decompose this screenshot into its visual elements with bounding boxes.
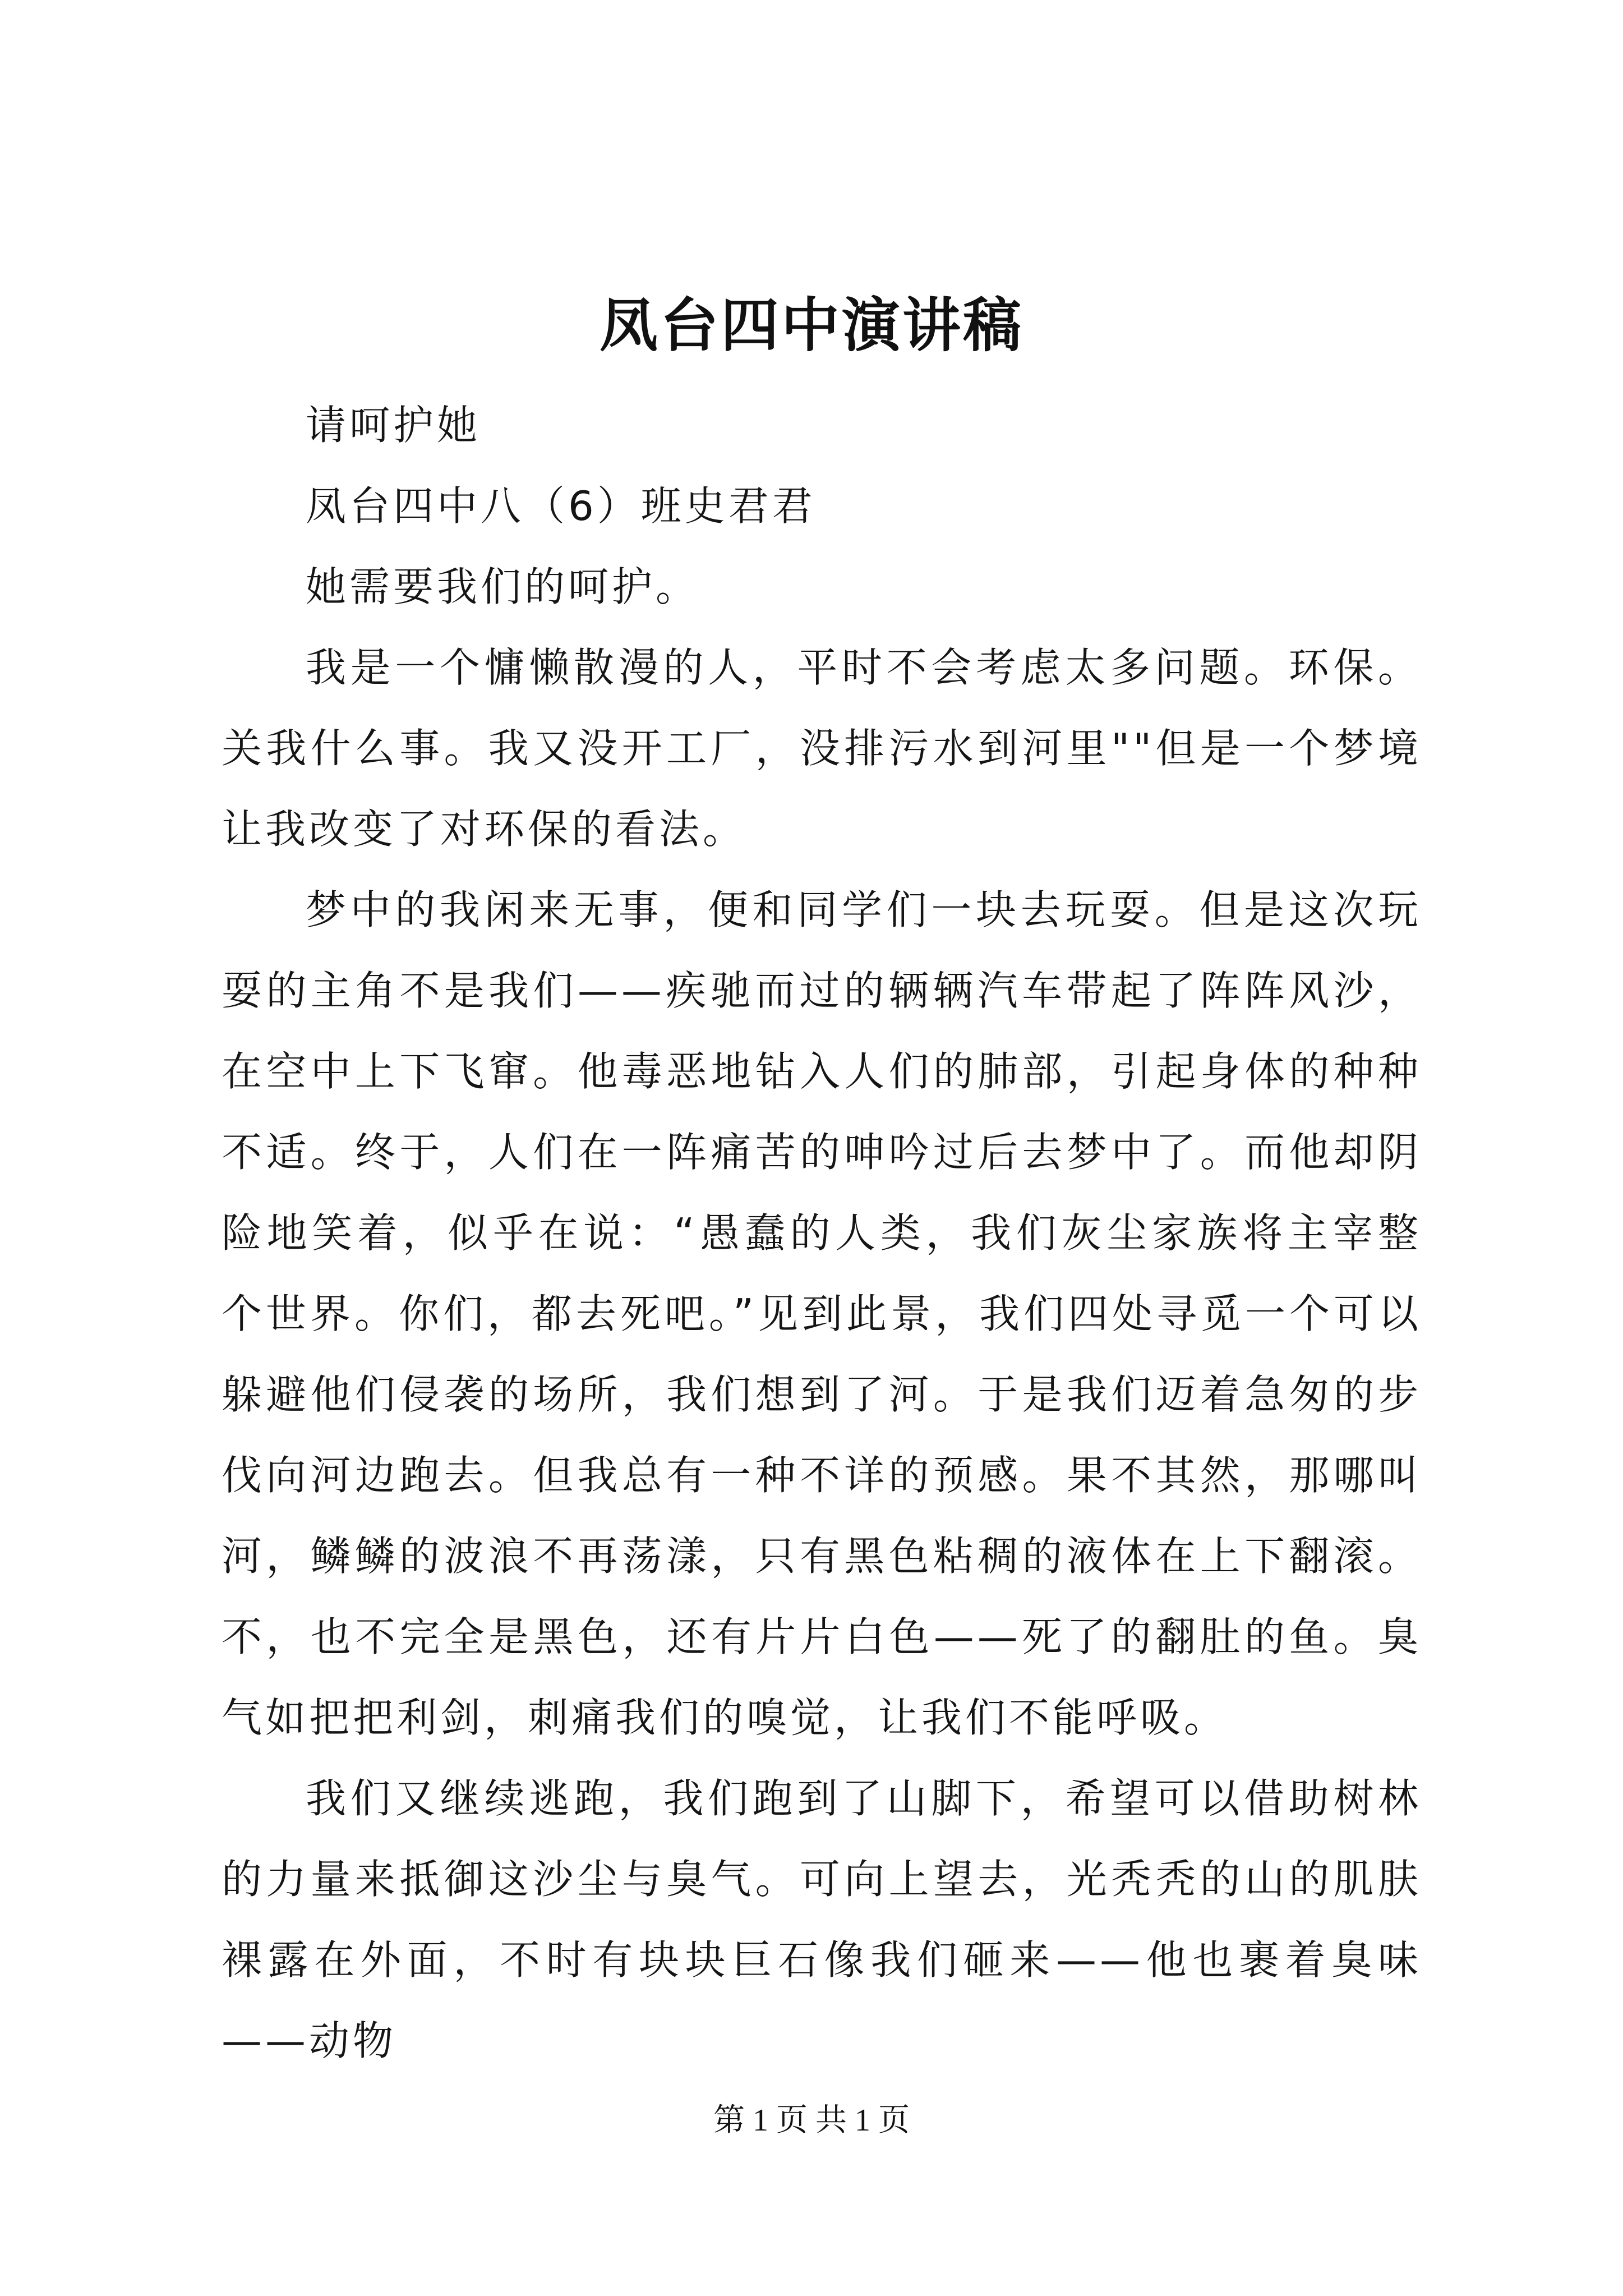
paragraph: 她需要我们的呵护。 <box>306 563 700 610</box>
paragraph: 我们又继续逃跑，我们跑到了山脚下，希望可以借助树林的力量来抵御这沙尘与臭气。可向上望去，光秃秃的山的肌肤裸露在外面，不时有块块巨石像我们砸来——他也裹着臭味——动物 <box>222 1775 1422 2064</box>
page-number-footer: 第 1 页 共 1 页 <box>713 2103 910 2138</box>
document-title: 凤台四中演讲稿 <box>599 291 1023 360</box>
paragraph-speech-title: 请呵护她 <box>306 402 481 449</box>
paragraph: 梦中的我闲来无事，便和同学们一块去玩耍。但是这次玩耍的主角不是我们——疾驰而过的辆辆汽车带起了阵阵风沙，在空中上下飞窜。他毒恶地钻入人们的肺部，引起身体的种种不适。终于，人们在一阵痛苦的呻吟过后去梦中了。而他却阴险地笑着，似乎在说：“愚蠢的人类，我们灰尘家族将主宰整个世界。你们，都去死吧。”见到此景，我们四处寻觅一个可以躲避他们侵袭的场所，我们想到了河。于是我们迈着急匆的步伐向河边跑去。但我总有一种不详的预感。果不其然，那哪叫河，鳞鳞的波浪不再荡漾，只有黑色粘稠的液体在上下翻滚。不，也不完全是黑色，还有片片白色——死了的翻肚的鱼。臭气如把把利剑，刺痛我们的嗅觉，让我们不能呼吸。 <box>222 886 1422 1741</box>
document-body <box>222 385 1422 2081</box>
paragraph-author: 凤台四中八（6）班史君君 <box>306 482 816 530</box>
paragraph: 我是一个慵懒散漫的人，平时不会考虑太多问题。环保。关我什么事。我又没开工厂，没排污水到河里""但是一个梦境让我改变了对环保的看法。 <box>222 644 1422 853</box>
